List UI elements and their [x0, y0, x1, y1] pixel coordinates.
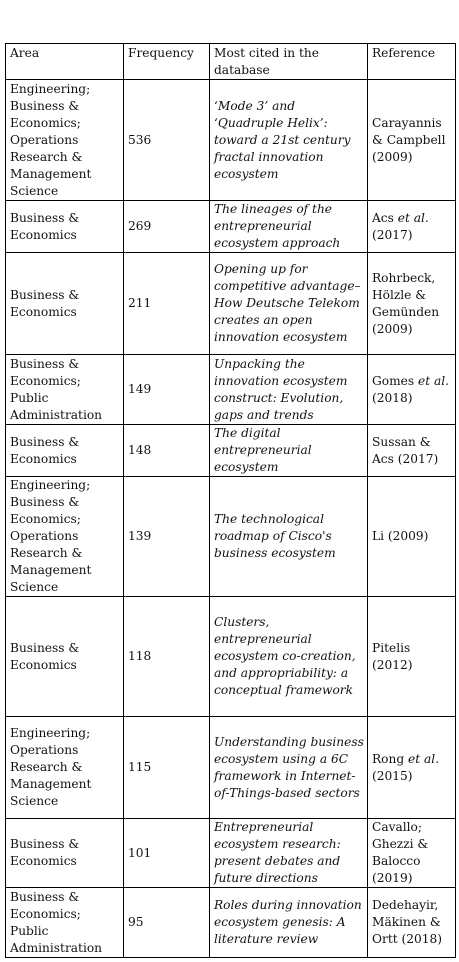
cell-frequency: 149: [124, 355, 210, 425]
table-row: [6, 819, 456, 888]
cell-frequency: 536: [124, 80, 210, 201]
reference-text: Pitelis (2012): [372, 640, 413, 672]
cell-reference: [368, 597, 456, 717]
cell-frequency: 118: [124, 597, 210, 717]
reference-year: (2017): [372, 227, 413, 242]
header-frequency: Frequency: [124, 44, 210, 80]
reference-et-al: et al.: [397, 210, 429, 225]
reference-text: Rong: [372, 751, 409, 766]
cell-most-cited-title: Clusters, entrepreneurial ecosystem co-creation, and appropriability: a conceptual framework: [210, 597, 368, 717]
cell-area: Engineering; Business & Economics; Operations Research & Management Science: [6, 477, 124, 597]
header-reference: Reference: [368, 44, 456, 80]
cell-area: Business & Economics: [6, 253, 124, 355]
table-row: [6, 253, 456, 355]
cell-area: Engineering; Operations Research & Management Science: [6, 717, 124, 819]
reference-et-al: et al.: [408, 751, 440, 766]
reference-text: Carayannis & Campbell (2009): [372, 115, 446, 164]
table-row: [6, 355, 456, 425]
table-row: [6, 201, 456, 253]
cell-frequency: 95: [124, 888, 210, 958]
reference-et-al: et al.: [417, 373, 450, 388]
cell-reference: [368, 477, 456, 597]
cell-area: Business & Economics; Public Administration: [6, 355, 124, 425]
cell-area: Business & Economics: [6, 819, 124, 888]
cell-area: Business & Economics: [6, 597, 124, 717]
cell-area: Business & Economics: [6, 201, 124, 253]
cell-frequency: 269: [124, 201, 210, 253]
reference-text: Sussan & Acs (2017): [372, 434, 439, 466]
cell-frequency: 148: [124, 425, 210, 477]
header-most-cited: Most cited in the database: [210, 44, 368, 80]
table-row: [6, 80, 456, 201]
table-row: [6, 597, 456, 717]
reference-text: Cavallo; Ghezzi & Balocco (2019): [372, 820, 429, 885]
cell-reference: [368, 355, 456, 425]
cell-area: Business & Economics; Public Administration: [6, 888, 124, 958]
cell-reference: [368, 425, 456, 477]
table-header-row: [6, 44, 456, 80]
reference-text: Li (2009): [372, 529, 429, 543]
reference-year: (2018): [372, 390, 413, 405]
table-row: [6, 888, 456, 958]
citations-table: [5, 43, 456, 958]
cell-most-cited-title: Roles during innovation ecosystem genesis: A literature review: [210, 888, 368, 958]
cell-most-cited-title: Unpacking the innovation ecosystem construct: Evolution, gaps and trends: [210, 355, 368, 425]
cell-most-cited-title: The digital entrepreneurial ecosystem: [210, 425, 368, 477]
cell-area: Business & Economics: [6, 425, 124, 477]
cell-reference: [368, 80, 456, 201]
cell-frequency: 139: [124, 477, 210, 597]
cell-reference: [368, 717, 456, 819]
cell-frequency: 115: [124, 717, 210, 819]
reference-text: Dedehayir, Mäkinen & Ortt (2018): [372, 898, 443, 946]
cell-area: Engineering; Business & Economics; Operations Research & Management Science: [6, 80, 124, 201]
cell-most-cited-title: Entrepreneurial ecosystem research: present debates and future directions: [210, 819, 368, 888]
cell-frequency: 211: [124, 253, 210, 355]
reference-year: (2015): [372, 768, 413, 783]
cell-reference: [368, 819, 456, 888]
cell-most-cited-title: Understanding business ecosystem using a 6C framework in Internet-of-Things-based sectors: [210, 717, 368, 819]
reference-text: Acs: [372, 210, 398, 225]
cell-most-cited-title: Opening up for competitive advantage–How Deutsche Telekom creates an open innovation ecosystem: [210, 253, 368, 355]
cell-reference: [368, 888, 456, 958]
header-area: Area: [6, 44, 124, 80]
cell-most-cited-title: The technological roadmap of Cisco's business ecosystem: [210, 477, 368, 597]
table-row: [6, 717, 456, 819]
cell-most-cited-title: The lineages of the entrepreneurial ecosystem approach: [210, 201, 368, 253]
reference-text: Gomes: [372, 373, 418, 388]
table-row: [6, 477, 456, 597]
cell-most-cited-title: ‘Mode 3’ and ‘Quadruple Helix’: toward a 21st century fractal innovation ecosystem: [210, 80, 368, 201]
cell-reference: [368, 201, 456, 253]
table-row: [6, 425, 456, 477]
cell-frequency: 101: [124, 819, 210, 888]
reference-text: Rohrbeck, Hölzle & Gemünden (2009): [372, 270, 440, 336]
cell-reference: [368, 253, 456, 355]
